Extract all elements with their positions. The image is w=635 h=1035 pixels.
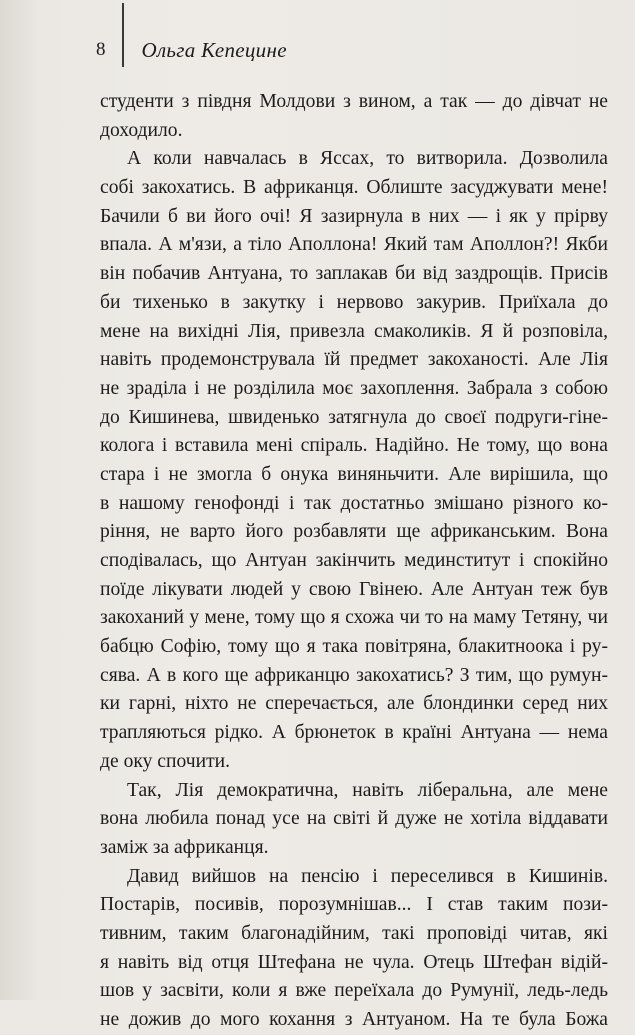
- text-line: шов у засвіти, коли я вже переїхала до Румунії, ледь-ледь: [100, 980, 608, 1002]
- text-line: Бачили б ви його очі! Я зазирнула в них — і як у прірву: [100, 205, 608, 227]
- text-line: не дожив до мого кохання з Антуаном. На те була Божа: [100, 1009, 608, 1030]
- text-line: Так, Лія демократична, навіть ліберальна, але мене: [127, 779, 608, 801]
- text-line: ки гарні, ніхто не сперечається, але блондинки серед них: [100, 693, 608, 715]
- text-line: Давид вийшов на пенсію і переселився в Кишинів.: [127, 865, 608, 887]
- text-line: трапляються рідко. А брюнеток в країні Антуана — нема: [100, 722, 608, 744]
- text-line: закоханий у мене, тому що я схожа чи то на маму Тетяну, чи: [100, 607, 608, 629]
- page-header: [96, 30, 287, 70]
- text-line: Постарів, посивів, порозумнішав... І став таким пози-: [100, 894, 608, 916]
- text-line: навіть продемонструвала їй предмет закоханості. Але Лія: [100, 349, 608, 371]
- text-line: я навіть від отця Штефана не чула. Отець Штефан відій-: [100, 951, 608, 973]
- text-line: тивним, таким благонадійним, такі проповіді читав, які: [100, 922, 608, 944]
- text-line: мене на вихідні Лія, привезла смаколиків. Я й розповіла,: [100, 320, 608, 342]
- body-text: [100, 88, 608, 1035]
- text-line: А коли навчалась в Яссах, то витворила. Дозволила: [127, 148, 608, 170]
- header-divider: [122, 3, 124, 67]
- text-line: поїде лікувати людей у свою Гвінею. Але Антуан теж був: [100, 578, 608, 600]
- text-line: студенти з півдня Молдови з вином, а так — до дівчат не: [100, 91, 608, 112]
- text-line: ріння, не варто його розбавляти ще африканським. Вона: [100, 521, 608, 543]
- text-line: впала. А м'язи, а тіло Аполлона! Який там Аполлон?! Якби: [100, 234, 608, 256]
- text-line: вона любила понад усе на світі й дуже не хотіла віддавати: [100, 808, 608, 830]
- text-line: заміж за африканця.: [100, 836, 269, 858]
- page-number: 8: [96, 39, 106, 60]
- text-line: сява. А в кого ще африканцю закохатись? З тим, що румун-: [100, 664, 608, 686]
- text-line: він побачив Антуана, то заплакав би від заздрощів. Присів: [100, 263, 608, 285]
- text-line: бабцю Софію, тому що я така повітряна, блакитноока і ру-: [100, 636, 608, 658]
- text-line: до Кишинева, швиденько затягнула до своєї подруги-гіне-: [100, 406, 608, 428]
- text-line: би тихенько в закутку і нервово закурив. Приїхала до: [100, 291, 608, 313]
- running-head-author: Ольга Кепецине: [141, 37, 287, 62]
- text-line: стара і не змогла б онука виняньчити. Але вирішила, що: [100, 463, 608, 485]
- text-line: доходило.: [100, 119, 183, 141]
- text-line: колога і вставила мені спіраль. Надійно. Не тому, що вона: [100, 435, 608, 457]
- text-line: в нашому генофонді і так достатньо змішано різного ко-: [100, 492, 608, 514]
- text-line: не зраділа і не розділила моє захоплення. Забрала з собою: [100, 377, 608, 399]
- text-line: собі закохатись. В африканця. Облиште засуджувати мене!: [100, 177, 608, 199]
- text-line: сподівалась, що Антуан закінчить мединститут і спокійно: [100, 550, 608, 571]
- text-line: де оку спочити.: [100, 750, 231, 772]
